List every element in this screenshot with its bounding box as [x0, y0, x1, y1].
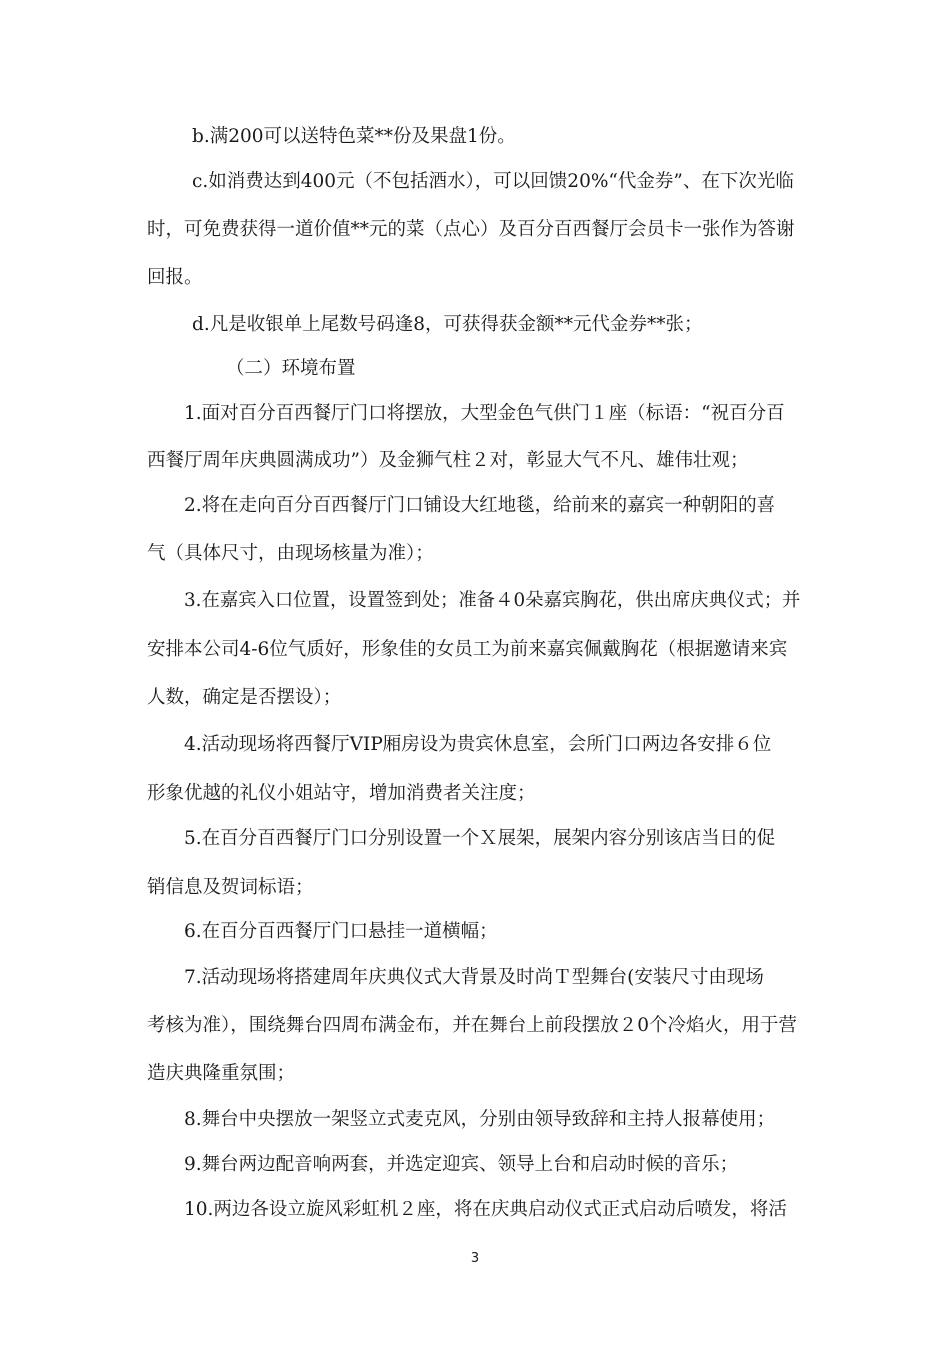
text-line: 形象优越的礼仪小姐站守，增加消费者关注度； [147, 783, 536, 804]
text-line: 5.在百分百西餐厅门口分别设置一个Ｘ展架，展架内容分别该店当日的促 [184, 828, 776, 849]
text-line: 10.两边各设立旋风彩虹机２座，将在庆典启动仪式正式启动后喷发，将活 [184, 1199, 787, 1220]
text-line: 考核为准），围绕舞台四周布满金布，并在舞台上前段摆放２0个冷焰火，用于营 [147, 1015, 798, 1036]
text-line: 时，可免费获得一道价值**元的菜（点心）及百分百西餐厅会员卡一张作为答谢 [147, 219, 795, 240]
text-line: 西餐厅周年庆典圆满成功”）及金狮气柱２对，彰显大气不凡、雄伟壮观； [147, 450, 749, 471]
text-line: 气（具体尺寸，由现场核量为准）； [147, 543, 434, 564]
text-line: 安排本公司4-6位气质好，形象佳的女员工为前来嘉宾佩戴胸花（根据邀请来宾 [147, 639, 788, 660]
text-line: 销信息及贺词标语； [147, 877, 314, 898]
text-line: 9.舞台两边配音响两套，并选定迎宾、领导上台和启动时候的音乐； [184, 1154, 739, 1175]
text-line: 回报。 [147, 267, 203, 288]
text-line: 8.舞台中央摆放一架竖立式麦克风，分别由领导致辞和主持人报幕使用； [184, 1109, 776, 1130]
text-line: 3.在嘉宾入口位置，设置签到处；准备４0朵嘉宾胸花，供出席庆典仪式；并 [184, 590, 801, 611]
text-line: b.满200可以送特色菜**份及果盘1份。 [192, 126, 516, 147]
text-line: 2.将在走向百分百西餐厅门口铺设大红地毯，给前来的嘉宾一种朝阳的喜 [184, 495, 776, 516]
text-line: d.凡是收银单上尾数号码逢8，可获得获金额**元代金券**张； [192, 314, 703, 335]
page-number: 3 [470, 1251, 480, 1266]
text-line: 6.在百分百西餐厅门口悬挂一道横幅； [184, 921, 498, 942]
text-line: 4.活动现场将西餐厅VIP厢房设为贵宾休息室，会所门口两边各安排６位 [184, 734, 772, 755]
text-line: c.如消费达到400元（不包括酒水），可以回馈20%“代金券”、在下次光临 [192, 171, 794, 192]
text-line: 造庆典隆重氛围； [147, 1063, 296, 1084]
text-line: 人数，确定是否摆设）； [147, 687, 342, 708]
section-heading: （二）环境布置 [226, 358, 356, 379]
text-line: 7.活动现场将搭建周年庆典仪式大背景及时尚Ｔ型舞台(安装尺寸由现场 [184, 967, 764, 988]
text-line: 1.面对百分百西餐厅门口将摆放，大型金色气供门１座（标语：“祝百分百 [184, 403, 785, 424]
